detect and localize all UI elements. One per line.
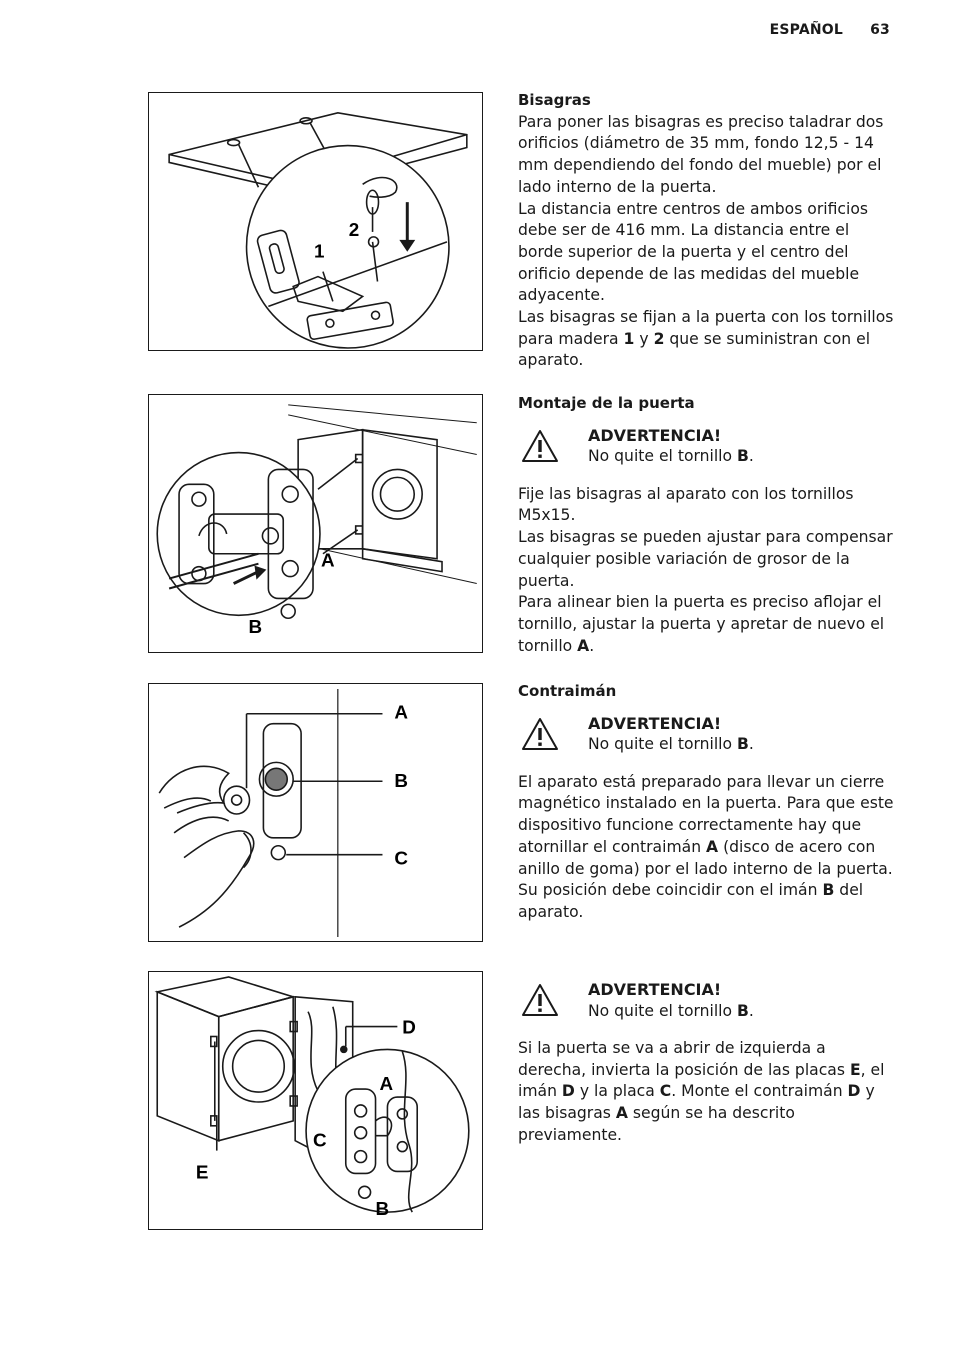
figure-door-reversal (148, 971, 483, 1230)
warning-icon (521, 717, 559, 751)
paragraph: Las bisagras se fijan a la puerta con los tornillos para madera 1 y 2 que se suministran con el aparato. (518, 308, 894, 370)
warning-icon (521, 429, 559, 463)
figure-counter-magnet (148, 683, 483, 942)
section-title-montaje: Montaje de la puerta (518, 394, 695, 412)
screw-c-label: C (394, 847, 408, 869)
paragraph: Las bisagras se pueden ajustar para compensar cualquier posible variación de grosor de la puerta. (518, 528, 893, 590)
hinge-screw-1-label: 1 (314, 240, 325, 262)
paragraph: La distancia entre centros de ambos orificios debe ser de 416 mm. La distancia entre el borde superior de la puerta y el centro del orificio depende de las medidas del mueble adyacente. (518, 199, 868, 305)
magnet-d-label: D (402, 1016, 416, 1038)
warning-title: ADVERTENCIA! (588, 713, 722, 733)
warning-text: No quite el tornillo B. (588, 1001, 754, 1020)
section-title-contraiman: Contraimán (518, 682, 617, 700)
section-title-bisagras: Bisagras (518, 91, 591, 109)
section-door-reversal (518, 979, 898, 1147)
warning-box (518, 425, 898, 469)
adjust-screw-a-label: A (320, 549, 335, 571)
hinge-a-label: A (379, 1073, 394, 1095)
paragraph: El aparato está preparado para llevar un cierre magnético instalado en la puerta. Para que este dispositivo funcione correctamente hay que atornillar el contraimán A (disco de acero con anillo de goma) por el lado interno de la puerta. (518, 772, 894, 878)
hinge-screw-2-label: 2 (348, 218, 360, 240)
figure-door-mounting (148, 394, 483, 653)
page-header (748, 22, 890, 38)
screw-b-label: B (375, 1198, 390, 1220)
section-montaje (518, 393, 898, 657)
section-contraiman (518, 681, 898, 924)
figure-hinge-drilling (148, 92, 483, 351)
counter-magnet-a-label: A (394, 701, 408, 723)
paragraph: Si la puerta se va a abrir de izquierda a derecha, invierta la posición de las placas E, el imán D y la placa C. Monte el contraimán D y las bisagras A según se ha descrito previamente. (518, 1039, 885, 1144)
warning-box (518, 979, 898, 1023)
paragraph: Fije las bisagras al aparato con los tornillos M5x15. (518, 484, 854, 525)
page-number: 63 (870, 22, 890, 38)
plate-e-label: E (195, 1161, 209, 1183)
warning-text: No quite el tornillo B. (588, 735, 754, 754)
magnet-b-label: B (394, 770, 408, 792)
paragraph: Para alinear bien la puerta es preciso aflojar el tornillo, ajustar la puerta y apretar de nuevo el tornillo A. (518, 593, 885, 655)
plate-c-label: C (313, 1129, 327, 1151)
door-mounting-illustration (149, 395, 482, 652)
fixed-screw-b-label: B (248, 616, 263, 638)
warning-title: ADVERTENCIA! (588, 425, 722, 445)
paragraph: Su posición debe coincidir con el imán B del aparato. (518, 881, 864, 921)
hinge-drilling-illustration (149, 93, 482, 350)
paragraph: Para poner las bisagras es preciso taladrar dos orificios (diámetro de 35 mm, fondo 12,5 - 14 mm dependiendo del fondo del mueble) por el lado interno de la puerta. (518, 112, 884, 196)
warning-text: No quite el tornillo B. (588, 447, 754, 466)
language-label: ESPAÑOL (769, 22, 844, 38)
warning-icon (521, 983, 559, 1017)
section-bisagras (518, 90, 898, 372)
counter-magnet-illustration (149, 684, 482, 941)
door-reversal-illustration (149, 972, 482, 1229)
warning-box (518, 713, 898, 757)
warning-title: ADVERTENCIA! (588, 980, 722, 999)
